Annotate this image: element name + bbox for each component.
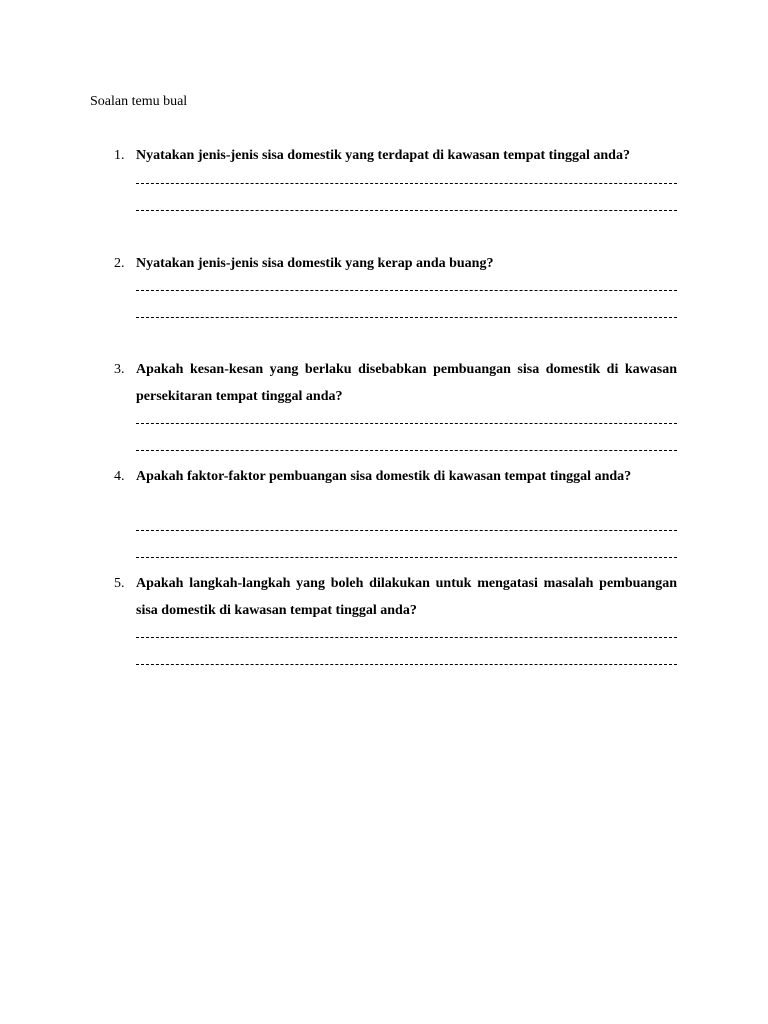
page-title: Soalan temu bual [90,94,188,109]
question-number: 2. [114,256,125,271]
question-text: Apakah kesan-kesan yang berlaku disebabkan pembuangan sisa domestik di kawasan persekitaran tempat tinggal anda? [136,362,677,404]
answer-line[interactable] [136,317,677,318]
question-text: Apakah faktor-faktor pembuangan sisa domestik di kawasan tempat tinggal anda? [136,469,632,484]
question-number: 3. [114,362,125,377]
answer-line[interactable] [136,557,677,558]
answer-line[interactable] [136,290,677,291]
answer-line[interactable] [136,423,677,424]
answer-line[interactable] [136,183,677,184]
answer-line[interactable] [136,450,677,451]
question-text: Nyatakan jenis-jenis sisa domestik yang terdapat di kawasan tempat tinggal anda? [136,148,630,163]
question-number: 1. [114,148,125,163]
answer-line[interactable] [136,664,677,665]
question-text: Apakah langkah-langkah yang boleh dilakukan untuk mengatasi masalah pembuangan sisa domestik di kawasan tempat tinggal anda? [136,576,677,618]
answer-line[interactable] [136,210,677,211]
question-text: Nyatakan jenis-jenis sisa domestik yang kerap anda buang? [136,256,494,271]
question-number: 4. [114,469,125,484]
answer-line[interactable] [136,637,677,638]
question-number: 5. [114,576,125,591]
answer-line[interactable] [136,530,677,531]
